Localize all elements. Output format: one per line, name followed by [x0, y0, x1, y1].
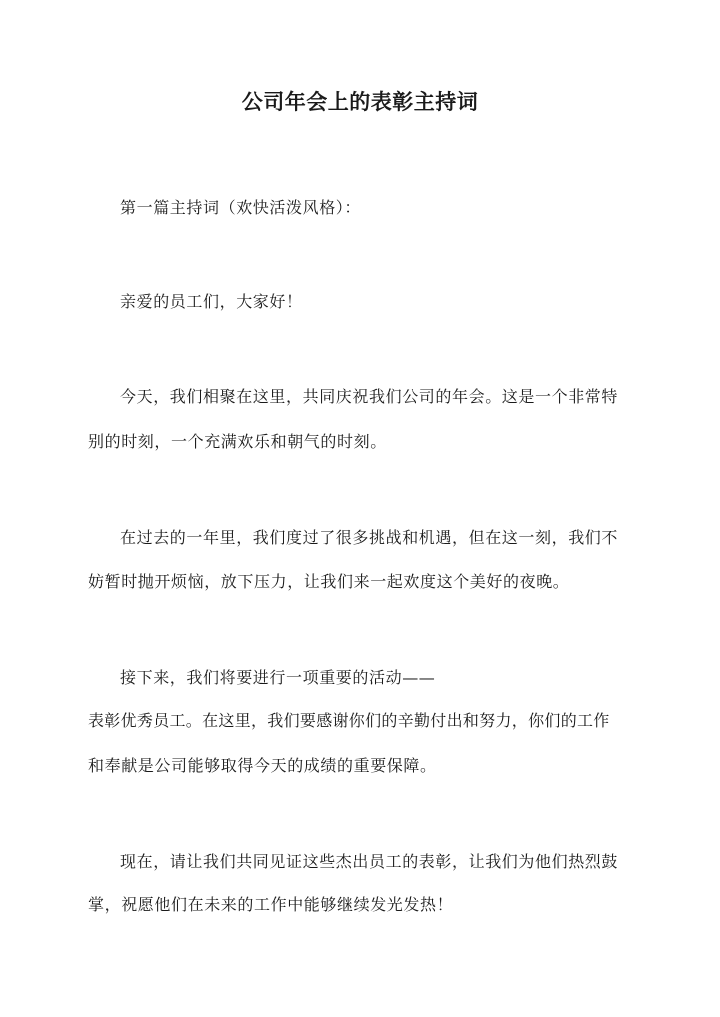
paragraph-line: 在过去的一年里，我们度过了很多挑战和机遇，但在这一刻，我们不 [120, 528, 619, 547]
section-heading: 第一篇主持词（欢快活泼风格）： [120, 198, 362, 217]
paragraph-line: 表彰优秀员工。在这里，我们要感谢你们的辛勤付出和努力，你们的工作 [88, 711, 610, 730]
document-title: 公司年会上的表彰主持词 [241, 89, 479, 114]
paragraph-line: 今天，我们相聚在这里，共同庆祝我们公司的年会。这是一个非常特 [120, 387, 619, 406]
paragraph-line: 接下来，我们将要进行一项重要的活动—— [120, 668, 436, 687]
paragraph-line: 掌，祝愿他们在未来的工作中能够继续发光发热！ [88, 895, 454, 914]
paragraph-line: 别的时刻，一个充满欢乐和朝气的时刻。 [88, 432, 387, 451]
paragraph-line: 妨暂时抛开烦恼，放下压力，让我们来一起欢度这个美好的夜晚。 [88, 572, 570, 591]
paragraph-line: 现在，请让我们共同见证这些杰出员工的表彰，让我们为他们热烈鼓 [120, 852, 619, 871]
paragraph-line: 和奉献是公司能够取得今天的成绩的重要保障。 [88, 756, 437, 775]
greeting-line: 亲爱的员工们，大家好！ [120, 292, 303, 311]
